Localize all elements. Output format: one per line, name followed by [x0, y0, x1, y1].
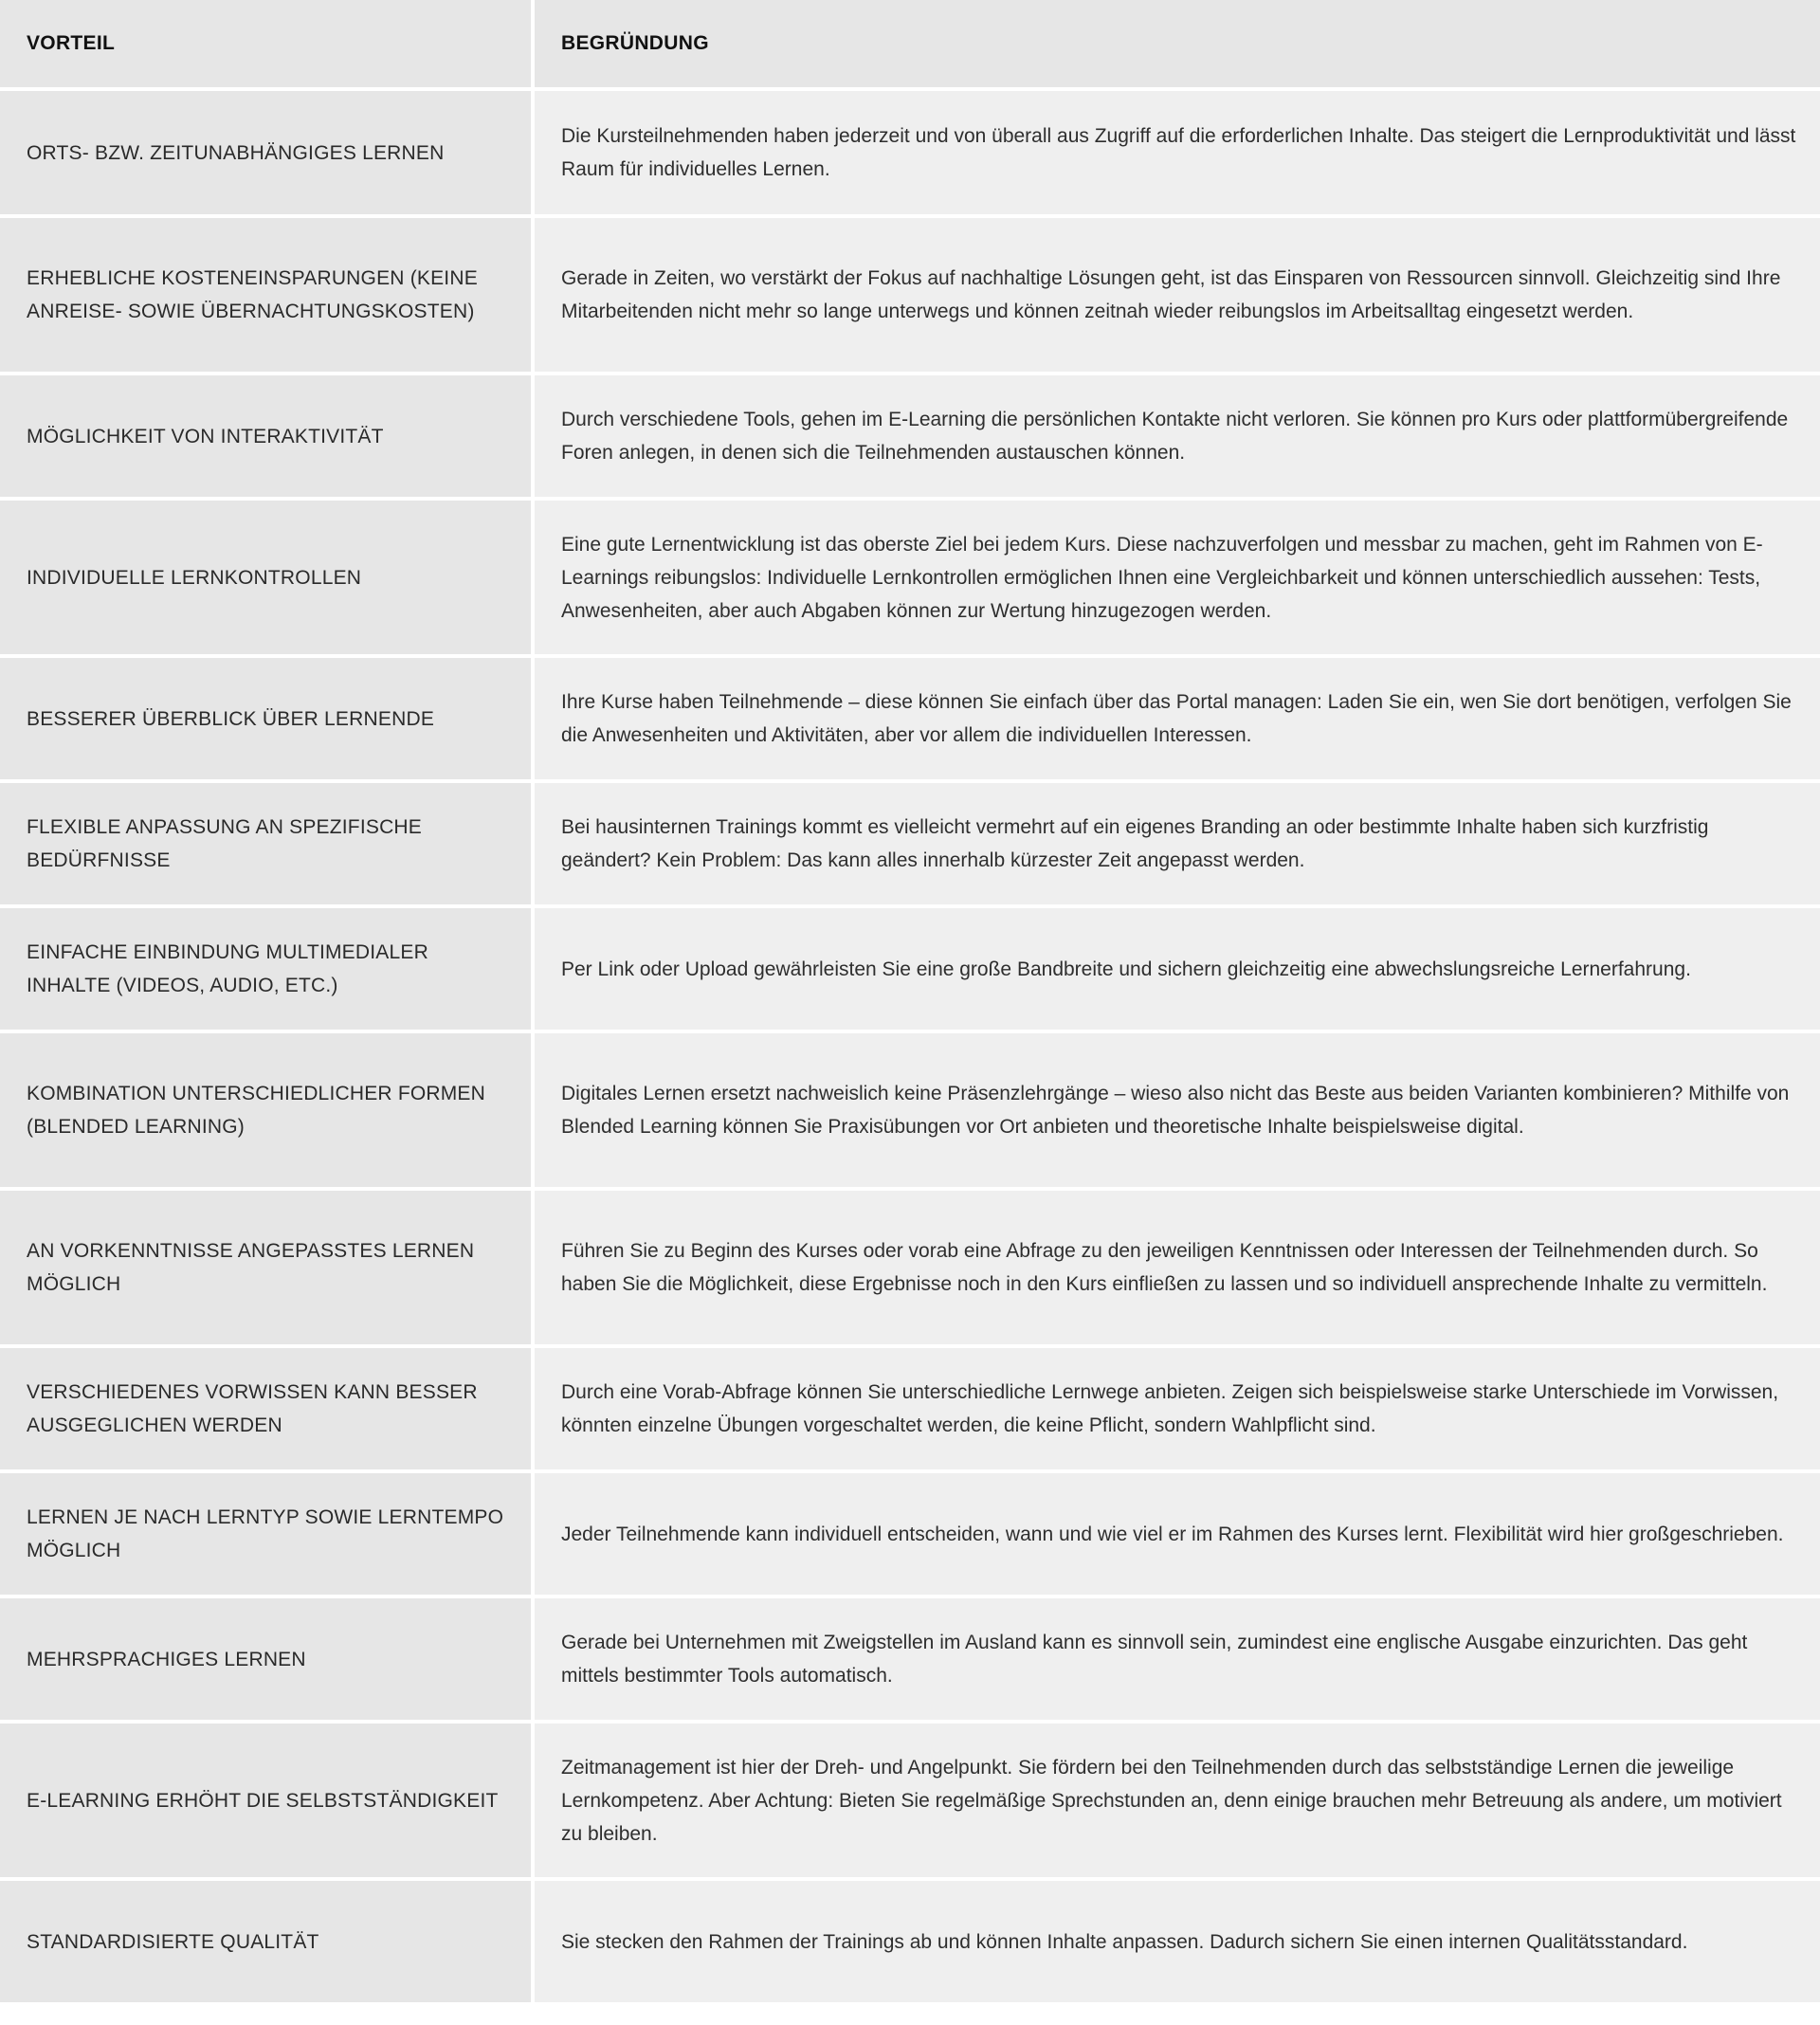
begruendung-cell: Jeder Teilnehmende kann individuell entscheiden, wann und wie viel er im Rahmen des Kurses lernt. Flexibilität wird hier großgeschrieben. — [535, 1473, 1820, 1595]
table-row — [0, 1473, 1820, 1595]
header-vorteil: VORTEIL — [0, 0, 531, 87]
table-row — [0, 1598, 1820, 1720]
vorteil-cell: FLEXIBLE ANPASSUNG AN SPEZIFISCHE BEDÜRFNISSE — [0, 783, 531, 904]
begruendung-cell: Führen Sie zu Beginn des Kurses oder vorab eine Abfrage zu den jeweiligen Kenntnissen oder Interessen der Teilnehmenden durch. So haben Sie die Möglichkeit, diese Ergebnisse noch in den Kurs einfließen zu lassen und so individuell ansprechende Inhalte zu vermitteln. — [535, 1191, 1820, 1344]
begruendung-cell: Per Link oder Upload gewährleisten Sie eine große Bandbreite und sichern gleichzeitig eine abwechslungsreiche Lernerfahrung. — [535, 908, 1820, 1030]
table-row — [0, 1191, 1820, 1344]
vorteil-cell: ERHEBLICHE KOSTENEINSPARUNGEN (KEINE ANREISE- SOWIE ÜBERNACHTUNGSKOSTEN) — [0, 218, 531, 372]
table-row — [0, 1881, 1820, 2002]
begruendung-cell: Durch verschiedene Tools, gehen im E-Learning die persönlichen Kontakte nicht verloren. Sie können pro Kurs oder plattformübergreifende Foren anlegen, in denen sich die Teilnehmenden austauschen können. — [535, 375, 1820, 497]
table-row — [0, 1033, 1820, 1187]
begruendung-cell: Die Kursteilnehmenden haben jederzeit und von überall aus Zugriff auf die erforderlichen Inhalte. Das steigert die Lernproduktivität und lässt Raum für individuelles Lernen. — [535, 91, 1820, 214]
vorteil-cell: LERNEN JE NACH LERNTYP SOWIE LERNTEMPO MÖGLICH — [0, 1473, 531, 1595]
table-row — [0, 218, 1820, 372]
vorteil-cell: BESSERER ÜBERBLICK ÜBER LERNENDE — [0, 658, 531, 779]
begruendung-cell: Ihre Kurse haben Teilnehmende – diese können Sie einfach über das Portal managen: Laden Sie ein, wen Sie dort benötigen, verfolgen Sie die Anwesenheiten und Aktivitäten, aber vor allem die individuellen Interessen. — [535, 658, 1820, 779]
vorteil-cell: AN VORKENNTNISSE ANGEPASSTES LERNEN MÖGLICH — [0, 1191, 531, 1344]
table-row — [0, 375, 1820, 497]
table-row — [0, 658, 1820, 779]
table-row — [0, 1724, 1820, 1877]
vorteil-cell: MEHRSPRACHIGES LERNEN — [0, 1598, 531, 1720]
vorteil-cell: INDIVIDUELLE LERNKONTROLLEN — [0, 501, 531, 654]
begruendung-cell: Zeitmanagement ist hier der Dreh- und Angelpunkt. Sie fördern bei den Teilnehmenden durch das selbstständige Lernen die jeweilige Lernkompetenz. Aber Achtung: Bieten Sie regelmäßige Sprechstunden an, denn einige brauchen mehr Betreuung als andere, um motiviert zu bleiben. — [535, 1724, 1820, 1877]
table-header-row — [0, 0, 1820, 87]
advantages-table-container — [4, 4, 1816, 2006]
begruendung-cell: Digitales Lernen ersetzt nachweislich keine Präsenzlehrgänge – wieso also nicht das Beste aus beiden Varianten kombinieren? Mithilfe von Blended Learning können Sie Praxisübungen vor Ort anbieten und theoretische Inhalte beispielsweise digital. — [535, 1033, 1820, 1187]
vorteil-cell: STANDARDISIERTE QUALITÄT — [0, 1881, 531, 2002]
table-row — [0, 1348, 1820, 1469]
begruendung-cell: Eine gute Lernentwicklung ist das oberste Ziel bei jedem Kurs. Diese nachzuverfolgen und messbar zu machen, geht im Rahmen von E-Learnings reibungslos: Individuelle Lernkontrollen ermöglichen Ihnen eine Vergleichbarkeit und können unterschiedlich aussehen: Tests, Anwesenheiten, aber auch Abgaben können zur Wertung hinzugezogen werden. — [535, 501, 1820, 654]
vorteil-cell: VERSCHIEDENES VORWISSEN KANN BESSER AUSGEGLICHEN WERDEN — [0, 1348, 531, 1469]
vorteil-cell: EINFACHE EINBINDUNG MULTIMEDIALER INHALTE (VIDEOS, AUDIO, ETC.) — [0, 908, 531, 1030]
vorteil-cell: MÖGLICHKEIT VON INTERAKTIVITÄT — [0, 375, 531, 497]
table-row — [0, 783, 1820, 904]
vorteil-cell: KOMBINATION UNTERSCHIEDLICHER FORMEN (BLENDED LEARNING) — [0, 1033, 531, 1187]
begruendung-cell: Bei hausinternen Trainings kommt es vielleicht vermehrt auf ein eigenes Branding an oder bestimmte Inhalte haben sich kurzfristig geändert? Kein Problem: Das kann alles innerhalb kürzester Zeit angepasst werden. — [535, 783, 1820, 904]
table-row — [0, 501, 1820, 654]
vorteil-cell: ORTS- BZW. ZEITUNABHÄNGIGES LERNEN — [0, 91, 531, 214]
table-row — [0, 91, 1820, 214]
begruendung-cell: Gerade bei Unternehmen mit Zweigstellen im Ausland kann es sinnvoll sein, zumindest eine englische Ausgabe einzurichten. Das geht mittels bestimmter Tools automatisch. — [535, 1598, 1820, 1720]
table-row — [0, 908, 1820, 1030]
begruendung-cell: Durch eine Vorab-Abfrage können Sie unterschiedliche Lernwege anbieten. Zeigen sich beispielsweise starke Unterschiede im Vorwissen, könnten einzelne Übungen vorgeschaltet werden, die keine Pflicht, sondern Wahlpflicht sind. — [535, 1348, 1820, 1469]
begruendung-cell: Gerade in Zeiten, wo verstärkt der Fokus auf nachhaltige Lösungen geht, ist das Einsparen von Ressourcen sinnvoll. Gleichzeitig sind Ihre Mitarbeitenden nicht mehr so lange unterwegs und können zeitnah wieder reibungslos im Arbeitsalltag eingesetzt werden. — [535, 218, 1820, 372]
begruendung-cell: Sie stecken den Rahmen der Trainings ab und können Inhalte anpassen. Dadurch sichern Sie einen internen Qualitätsstandard. — [535, 1881, 1820, 2002]
vorteil-cell: E-LEARNING ERHÖHT DIE SELBSTSTÄNDIGKEIT — [0, 1724, 531, 1877]
header-begruendung: BEGRÜNDUNG — [535, 0, 1820, 87]
